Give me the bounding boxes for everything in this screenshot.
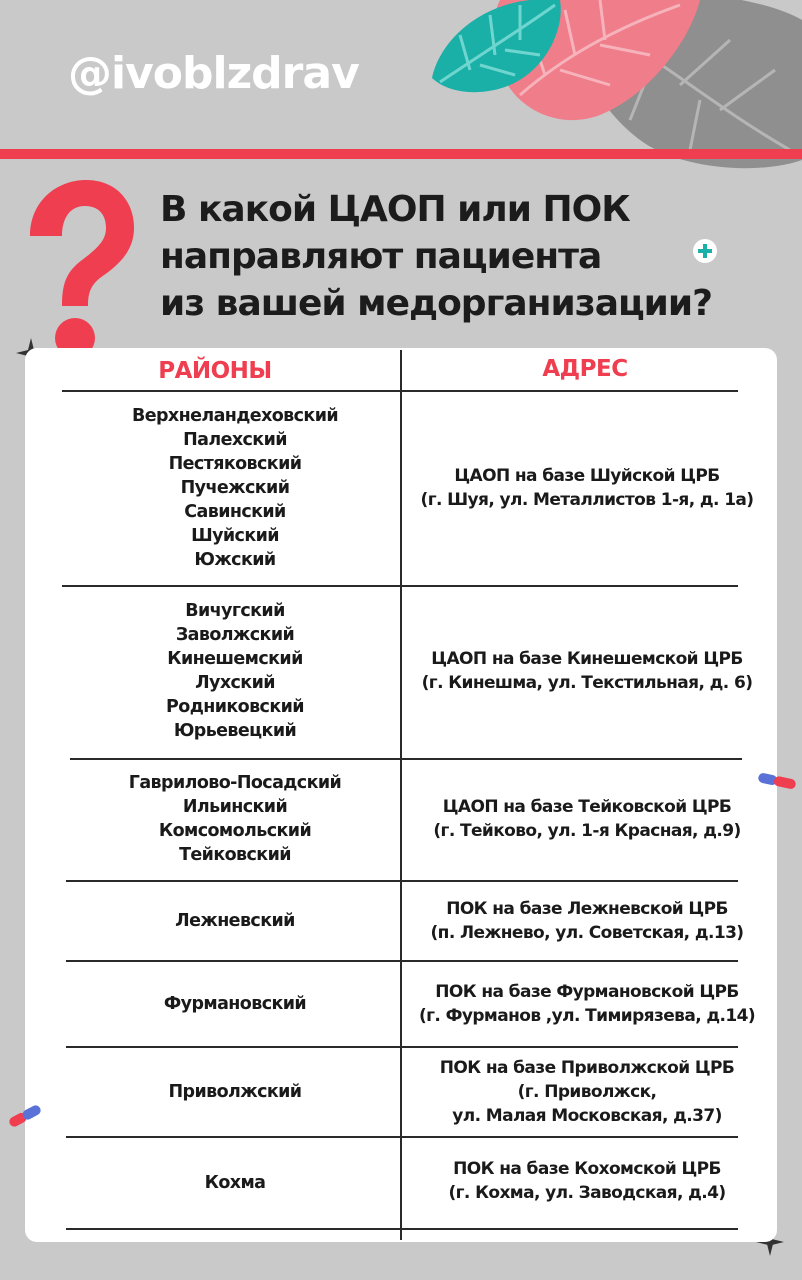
row-divider <box>62 585 738 587</box>
address-line: ЦАОП на базе Тейковской ЦРБ <box>442 797 732 817</box>
district-name: Кинешемский <box>167 649 303 669</box>
district-name: Комсомольский <box>158 821 312 841</box>
headline-line: В какой ЦАОП или ПОК <box>160 189 630 230</box>
district-name: Пестяковский <box>168 454 302 474</box>
district-name: Приволжский <box>168 1082 302 1102</box>
column-header-districts: РАЙОНЫ <box>158 358 272 384</box>
district-name: Родниковский <box>166 697 304 717</box>
district-name: Вичугский <box>185 601 285 621</box>
district-name: Ильинский <box>182 797 288 817</box>
district-name: Кохма <box>204 1173 266 1193</box>
address-line: ул. Малая Московская, д.37) <box>452 1106 722 1126</box>
table-row-address <box>402 764 772 874</box>
address-line: ПОК на базе Лежневской ЦРБ <box>446 899 728 919</box>
headline <box>160 186 780 327</box>
row-divider <box>66 880 738 882</box>
plus-icon <box>692 238 718 264</box>
district-name: Лежневский <box>175 911 295 931</box>
column-header-address: АДРЕС <box>542 356 628 382</box>
address-line: (г. Кохма, ул. Заводская, д.4) <box>448 1183 726 1203</box>
table-row-address <box>402 1050 772 1134</box>
address-line: (г. Тейково, ул. 1-я Красная, д.9) <box>433 821 741 841</box>
district-name: Юрьевецкий <box>173 721 297 741</box>
table-row-address <box>402 398 772 578</box>
address-line: ПОК на базе Кохомской ЦРБ <box>453 1159 721 1179</box>
table-row-address <box>402 964 772 1044</box>
table-row-districts <box>70 1050 400 1134</box>
address-line: ПОК на базе Фурмановской ЦРБ <box>435 982 739 1002</box>
district-name: Шуйский <box>191 526 279 546</box>
district-name: Савинский <box>184 502 286 522</box>
address-line: ЦАОП на базе Кинешемской ЦРБ <box>431 649 743 669</box>
district-name: Палехский <box>183 430 287 450</box>
pill-icon <box>6 1104 44 1128</box>
address-line: (г. Фурманов ,ул. Тимирязева, д.14) <box>418 1006 755 1026</box>
table-row-address <box>402 1140 772 1222</box>
leaves-decoration <box>0 0 802 200</box>
red-divider <box>0 149 802 159</box>
address-line: ПОК на базе Приволжской ЦРБ <box>439 1058 735 1078</box>
brand-handle: @ivoblzdrav <box>68 48 359 99</box>
table-row-address <box>402 884 772 958</box>
address-line: (г. Приволжск, <box>517 1082 657 1102</box>
district-name: Верхнеландеховский <box>131 406 339 426</box>
row-divider <box>66 1228 738 1230</box>
district-name: Фурмановский <box>163 994 307 1014</box>
table-row-districts <box>70 1140 400 1226</box>
table-row-districts <box>70 592 400 750</box>
table-row-districts <box>70 884 400 958</box>
row-divider <box>66 960 738 962</box>
district-name: Южский <box>194 550 276 570</box>
address-line: (г. Кинешма, ул. Текстильная, д. 6) <box>421 673 753 693</box>
district-name: Лухский <box>195 673 275 693</box>
table-row-address <box>402 592 772 750</box>
district-name: Гаврилово-Посадский <box>128 773 342 793</box>
table-row-districts <box>70 764 400 874</box>
table-row-districts <box>70 398 400 578</box>
table-row-districts <box>70 964 400 1044</box>
district-name: Тейковский <box>179 845 291 865</box>
row-divider <box>66 1046 738 1048</box>
row-divider <box>70 758 742 760</box>
header-underline <box>62 390 738 392</box>
address-line: (п. Лежнево, ул. Советская, д.13) <box>430 923 744 943</box>
district-name: Пучежский <box>180 478 290 498</box>
headline-line: из вашей медорганизации? <box>160 283 712 324</box>
address-line: (г. Шуя, ул. Металлистов 1-я, д. 1а) <box>420 490 754 510</box>
headline-line: направляют пациента <box>160 236 602 277</box>
row-divider <box>66 1136 738 1138</box>
address-line: ЦАОП на базе Шуйской ЦРБ <box>454 466 720 486</box>
district-name: Заволжский <box>175 625 295 645</box>
